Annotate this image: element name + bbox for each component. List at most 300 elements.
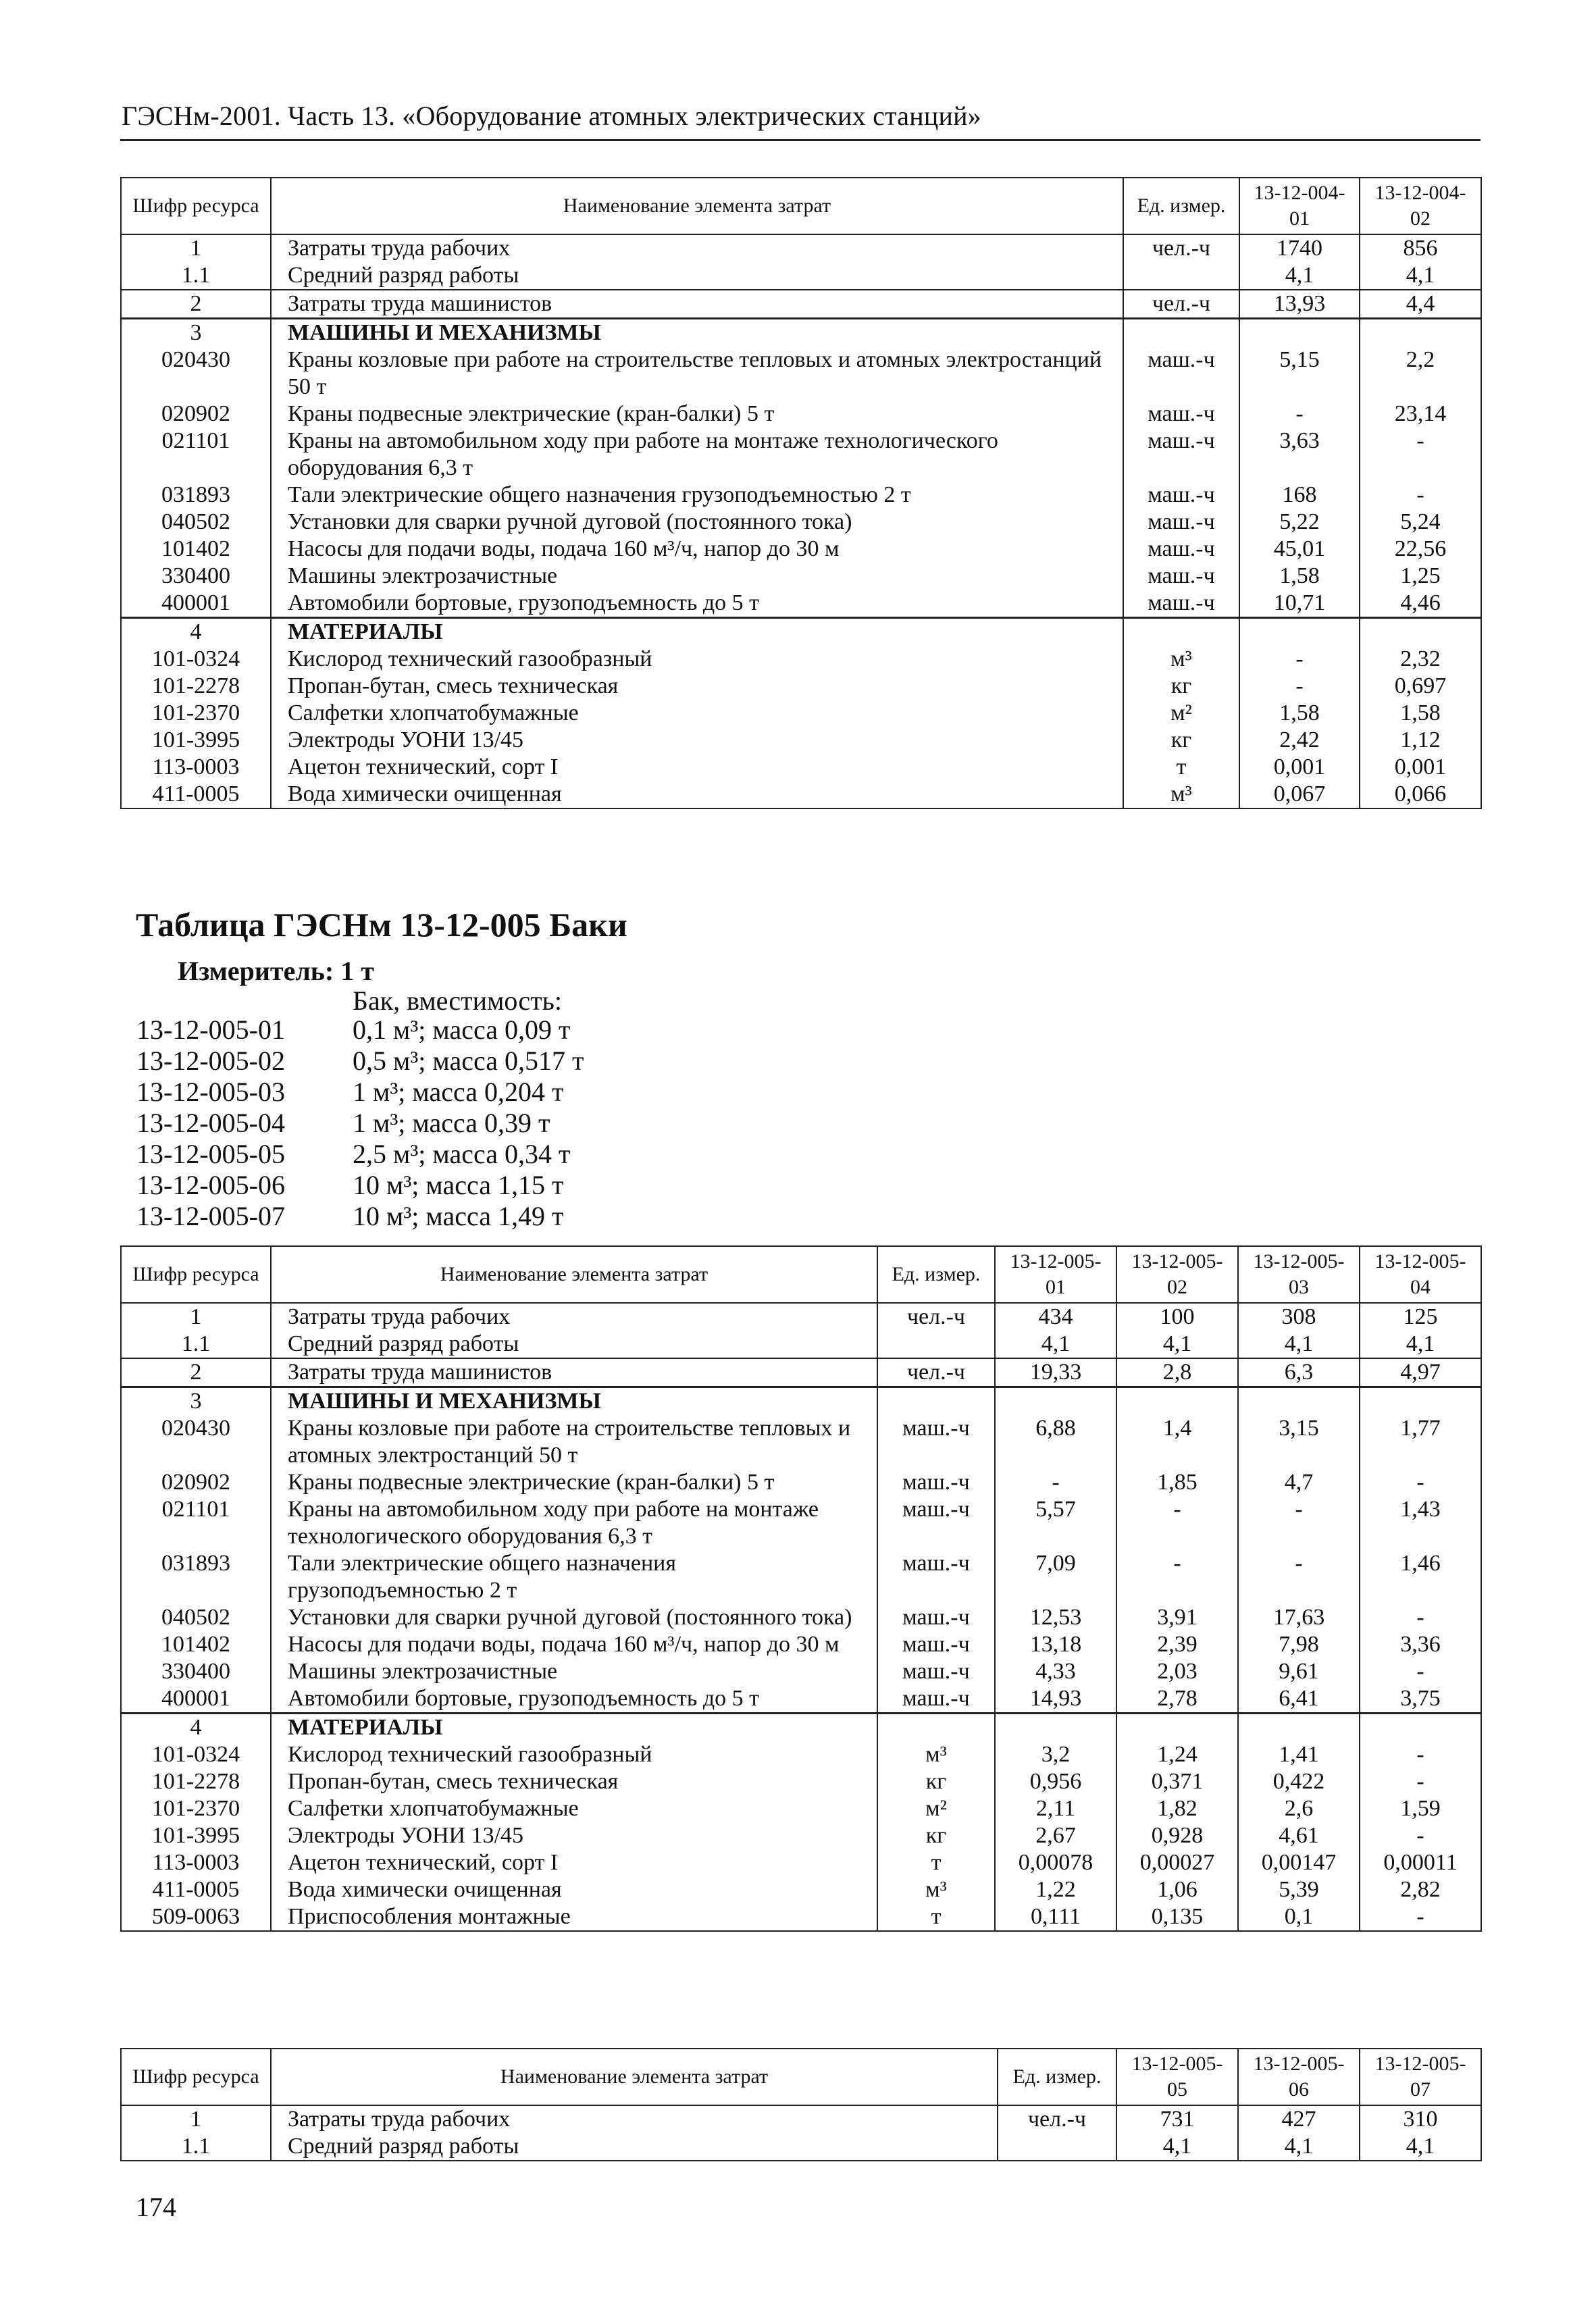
table-row — [121, 262, 1481, 290]
cell-v3: 9,61 — [1238, 1658, 1360, 1685]
column-header-v3: 13-12-005-03 — [1238, 1246, 1360, 1303]
cell-v4: - — [1360, 1903, 1481, 1931]
cell-v2: 2,8 — [1116, 1358, 1238, 1387]
table-header-row — [121, 178, 1481, 234]
cell-name: Установки для сварки ручной дуговой (постоянного тока) — [271, 509, 1123, 536]
cell-v2: 0,066 — [1360, 781, 1481, 808]
cell-v4: 3,36 — [1360, 1631, 1481, 1658]
cell-name: Автомобили бортовые, грузоподъемность до 5 т — [271, 1685, 877, 1714]
variant-code: 13-12-005-03 — [136, 1077, 285, 1107]
cell-unit: маш.-ч — [877, 1550, 995, 1604]
cell-unit: чел.-ч — [877, 1303, 995, 1331]
cell-code: 2 — [121, 290, 271, 319]
cell-v2: 4,46 — [1360, 590, 1481, 618]
variants-heading: Бак, вместимость: — [353, 985, 562, 1016]
cell-v3: 0,1 — [1238, 1903, 1360, 1931]
cell-v2: 0,135 — [1116, 1903, 1238, 1931]
cell-v2: 3,91 — [1116, 1604, 1238, 1631]
table-row — [121, 1387, 1481, 1416]
variant-item — [136, 1170, 584, 1201]
cell-v3 — [1238, 1387, 1360, 1416]
cell-name: Салфетки хлопчатобумажные — [271, 1795, 877, 1822]
cell-v3: 308 — [1238, 1303, 1360, 1331]
cell-unit: т — [1123, 754, 1239, 781]
cell-unit — [877, 1714, 995, 1742]
cell-v1: 1740 — [1239, 234, 1360, 262]
cell-name: Электроды УОНИ 13/45 — [271, 1822, 877, 1849]
table-row — [121, 700, 1481, 727]
cell-v2: 856 — [1360, 234, 1481, 262]
variant-description: 10 м³; масса 1,15 т — [353, 1170, 564, 1200]
cell-v1: 2,42 — [1239, 727, 1360, 754]
cell-name: Затраты труда машинистов — [271, 1358, 877, 1387]
cell-code: 3 — [121, 319, 271, 347]
cell-unit — [1123, 319, 1239, 347]
cell-v3: 4,7 — [1238, 1469, 1360, 1496]
cell-unit: маш.-ч — [877, 1658, 995, 1685]
cell-unit: маш.-ч — [877, 1469, 995, 1496]
cell-v2: 1,85 — [1116, 1469, 1238, 1496]
table-row — [121, 234, 1481, 262]
table-row — [121, 1876, 1481, 1903]
cell-code: 020902 — [121, 1469, 271, 1496]
cell-v3: 17,63 — [1238, 1604, 1360, 1631]
table-row — [121, 482, 1481, 509]
cell-code: 031893 — [121, 482, 271, 509]
cell-v2: 2,2 — [1360, 346, 1481, 401]
cell-v1: 3,63 — [1239, 428, 1360, 482]
column-header-name: Наименование элемента затрат — [271, 178, 1123, 234]
cell-name: Электроды УОНИ 13/45 — [271, 727, 1123, 754]
cell-v1 — [1239, 319, 1360, 347]
cell-unit: чел.-ч — [1123, 290, 1239, 319]
cell-unit — [1123, 262, 1239, 290]
cell-v4: 3,75 — [1360, 1685, 1481, 1714]
table-row — [121, 1303, 1481, 1331]
cell-name: Затраты труда машинистов — [271, 290, 1123, 319]
cell-v2: 0,00027 — [1116, 1849, 1238, 1876]
column-header-v1: 13-12-005-01 — [995, 1246, 1116, 1303]
cell-v2: 1,25 — [1360, 563, 1481, 590]
cell-v4 — [1360, 1714, 1481, 1742]
cell-v2: 22,56 — [1360, 536, 1481, 563]
page-header: ГЭСНм-2001. Часть 13. «Оборудование атомных электрических станций» — [122, 101, 981, 131]
cell-v2: 2,03 — [1116, 1658, 1238, 1685]
cell-v4 — [1360, 1387, 1481, 1416]
cell-code: 400001 — [121, 1685, 271, 1714]
cell-v3: 4,1 — [1238, 1331, 1360, 1358]
cell-unit: кг — [1123, 673, 1239, 700]
cell-v1: 4,33 — [995, 1658, 1116, 1685]
cell-code: 3 — [121, 1387, 271, 1416]
cell-code: 1.1 — [121, 1331, 271, 1358]
cell-v4: 125 — [1360, 1303, 1481, 1331]
table-row — [121, 618, 1481, 646]
table-row — [121, 346, 1481, 401]
table-row — [121, 1849, 1481, 1876]
cell-unit: м³ — [877, 1876, 995, 1903]
variant-item — [136, 1201, 584, 1232]
cell-v1: 7,09 — [995, 1550, 1116, 1604]
cell-v1: 19,33 — [995, 1358, 1116, 1387]
cell-v3: 0,00147 — [1238, 1849, 1360, 1876]
cell-v1: 1,58 — [1239, 700, 1360, 727]
cell-v2: 0,928 — [1116, 1822, 1238, 1849]
cell-name: Краны на автомобильном ходу при работе на монтаже технологического оборудования 6,3 т — [271, 428, 1123, 482]
cell-name: Пропан-бутан, смесь техническая — [271, 673, 1123, 700]
table-row — [121, 1822, 1481, 1849]
cell-v4: - — [1360, 1741, 1481, 1768]
cell-v1: - — [1239, 646, 1360, 673]
cell-name: Кислород технический газообразный — [271, 1741, 877, 1768]
cell-v1: 1,58 — [1239, 563, 1360, 590]
cell-v4: 1,46 — [1360, 1550, 1481, 1604]
table-row — [121, 1631, 1481, 1658]
cell-v2: 0,001 — [1360, 754, 1481, 781]
column-header-code: Шифр ресурса — [121, 2049, 271, 2105]
cell-name: Пропан-бутан, смесь техническая — [271, 1768, 877, 1795]
cell-v2: 2,39 — [1116, 1631, 1238, 1658]
cell-v1: 0,111 — [995, 1903, 1116, 1931]
cell-v2 — [1360, 319, 1481, 347]
cell-name: Средний разряд работы — [271, 262, 1123, 290]
table-row — [121, 781, 1481, 808]
cell-code: 101-3995 — [121, 1822, 271, 1849]
cell-code: 1 — [121, 1303, 271, 1331]
cell-v2: 23,14 — [1360, 401, 1481, 428]
table-row — [121, 1331, 1481, 1358]
cell-v1: 2,67 — [995, 1822, 1116, 1849]
cell-name: Установки для сварки ручной дуговой (постоянного тока) — [271, 1604, 877, 1631]
cell-name: Насосы для подачи воды, подача 160 м³/ч, напор до 30 м — [271, 536, 1123, 563]
cell-code: 2 — [121, 1358, 271, 1387]
table-row — [121, 563, 1481, 590]
column-header-v4: 13-12-005-04 — [1360, 1246, 1481, 1303]
cell-unit: маш.-ч — [877, 1604, 995, 1631]
table-row — [121, 1795, 1481, 1822]
cell-v2: 2,32 — [1360, 646, 1481, 673]
page-number: 174 — [136, 2192, 176, 2222]
cell-v1: 5,22 — [1239, 509, 1360, 536]
cell-v2: 5,24 — [1360, 509, 1481, 536]
cell-v2: 4,1 — [1116, 1331, 1238, 1358]
variant-code: 13-12-005-02 — [136, 1046, 285, 1076]
cell-v2 — [1116, 1387, 1238, 1416]
cell-unit: кг — [877, 1822, 995, 1849]
cell-unit: м² — [877, 1795, 995, 1822]
cell-v4: - — [1360, 1822, 1481, 1849]
cell-name: МАТЕРИАЛЫ — [271, 1714, 877, 1742]
cell-unit: чел.-ч — [877, 1358, 995, 1387]
header-rule — [120, 139, 1481, 141]
cell-v1 — [995, 1714, 1116, 1742]
variant-code: 13-12-005-07 — [136, 1201, 285, 1231]
column-header-name: Наименование элемента затрат — [271, 1246, 877, 1303]
table-row — [121, 1768, 1481, 1795]
cell-v1: 14,93 — [995, 1685, 1116, 1714]
cell-v1: 2,11 — [995, 1795, 1116, 1822]
variants-list — [136, 1014, 584, 1232]
resource-table-005-b — [120, 2048, 1482, 2161]
cell-v4: 4,97 — [1360, 1358, 1481, 1387]
cell-name: Ацетон технический, сорт I — [271, 754, 1123, 781]
cell-code: 101-0324 — [121, 646, 271, 673]
cell-v1: 0,956 — [995, 1768, 1116, 1795]
cell-unit — [877, 1387, 995, 1416]
cell-name: Средний разряд работы — [271, 1331, 877, 1358]
column-header-v2: 13-12-005-06 — [1238, 2049, 1360, 2105]
cell-v4: 1,43 — [1360, 1496, 1481, 1550]
column-header-unit: Ед. измер. — [1123, 178, 1239, 234]
cell-v3: - — [1238, 1550, 1360, 1604]
cell-unit: маш.-ч — [1123, 428, 1239, 482]
cell-unit: т — [877, 1849, 995, 1876]
table-row — [121, 319, 1481, 347]
cell-v2: 1,82 — [1116, 1795, 1238, 1822]
table-caption: Таблица ГЭСНм 13-12-005 Баки — [136, 906, 627, 944]
column-header-v2: 13-12-004-02 — [1360, 178, 1481, 234]
cell-name: Затраты труда рабочих — [271, 1303, 877, 1331]
cell-v2: 4,1 — [1238, 2133, 1360, 2161]
cell-v4: 4,1 — [1360, 1331, 1481, 1358]
cell-unit: т — [877, 1903, 995, 1931]
cell-v4: 0,00011 — [1360, 1849, 1481, 1876]
cell-code: 4 — [121, 618, 271, 646]
table-header-row — [121, 1246, 1481, 1303]
table-row — [121, 1604, 1481, 1631]
cell-name: Насосы для подачи воды, подача 160 м³/ч, напор до 30 м — [271, 1631, 877, 1658]
cell-v1: 3,2 — [995, 1741, 1116, 1768]
cell-v2: - — [1116, 1496, 1238, 1550]
cell-code: 101-2278 — [121, 673, 271, 700]
cell-v1: - — [1239, 673, 1360, 700]
cell-unit: м³ — [877, 1741, 995, 1768]
cell-v3: 2,6 — [1238, 1795, 1360, 1822]
cell-unit: кг — [1123, 727, 1239, 754]
variant-description: 2,5 м³; масса 0,34 т — [353, 1139, 571, 1169]
cell-unit: маш.-ч — [1123, 590, 1239, 618]
cell-v2: 1,58 — [1360, 700, 1481, 727]
cell-v4: 2,82 — [1360, 1876, 1481, 1903]
table-row — [121, 1658, 1481, 1685]
cell-v3: 0,422 — [1238, 1768, 1360, 1795]
cell-v3 — [1238, 1714, 1360, 1742]
cell-code: 509-0063 — [121, 1903, 271, 1931]
table-row — [121, 1685, 1481, 1714]
cell-name: Автомобили бортовые, грузоподъемность до 5 т — [271, 590, 1123, 618]
cell-code: 113-0003 — [121, 754, 271, 781]
cell-v2: 1,4 — [1116, 1415, 1238, 1469]
table-row — [121, 1550, 1481, 1604]
variant-item — [136, 1014, 584, 1046]
variant-description: 0,5 м³; масса 0,517 т — [353, 1046, 584, 1076]
variant-description: 0,1 м³; масса 0,09 т — [353, 1014, 571, 1045]
column-header-code: Шифр ресурса — [121, 1246, 271, 1303]
cell-name: МАТЕРИАЛЫ — [271, 618, 1123, 646]
cell-code: 020430 — [121, 1415, 271, 1469]
cell-code: 4 — [121, 1714, 271, 1742]
table-row — [121, 2133, 1481, 2161]
cell-v2: 0,371 — [1116, 1768, 1238, 1795]
cell-v1: 13,18 — [995, 1631, 1116, 1658]
cell-v1: - — [1239, 401, 1360, 428]
variant-code: 13-12-005-05 — [136, 1139, 285, 1169]
cell-code: 330400 — [121, 563, 271, 590]
cell-unit: маш.-ч — [1123, 401, 1239, 428]
cell-v3: 5,39 — [1238, 1876, 1360, 1903]
column-header-unit: Ед. измер. — [877, 1246, 995, 1303]
cell-name: Машины электрозачистные — [271, 563, 1123, 590]
cell-v1: 1,22 — [995, 1876, 1116, 1903]
table-row — [121, 590, 1481, 618]
cell-v2: 2,78 — [1116, 1685, 1238, 1714]
table-row — [121, 673, 1481, 700]
cell-code: 101-0324 — [121, 1741, 271, 1768]
cell-name: Кислород технический газообразный — [271, 646, 1123, 673]
cell-unit: кг — [877, 1768, 995, 1795]
cell-v1: 731 — [1116, 2105, 1238, 2133]
cell-unit: чел.-ч — [998, 2105, 1116, 2133]
cell-v2: - — [1360, 428, 1481, 482]
cell-v1: 434 — [995, 1303, 1116, 1331]
cell-v2: 4,1 — [1360, 262, 1481, 290]
cell-v1: - — [995, 1469, 1116, 1496]
cell-v1: 4,1 — [1116, 2133, 1238, 2161]
resource-table-005-a — [120, 1245, 1482, 1932]
cell-code: 101-2278 — [121, 1768, 271, 1795]
cell-v1: 5,15 — [1239, 346, 1360, 401]
cell-code: 1 — [121, 234, 271, 262]
meter-label: Измеритель: 1 т — [178, 956, 374, 986]
cell-unit: маш.-ч — [877, 1496, 995, 1550]
variant-item — [136, 1108, 584, 1139]
cell-code: 040502 — [121, 1604, 271, 1631]
cell-unit: маш.-ч — [1123, 509, 1239, 536]
column-header-v1: 13-12-004-01 — [1239, 178, 1360, 234]
cell-v2: 100 — [1116, 1303, 1238, 1331]
cell-v4: - — [1360, 1768, 1481, 1795]
cell-v2: 4,4 — [1360, 290, 1481, 319]
cell-v2 — [1116, 1714, 1238, 1742]
cell-name: Затраты труда рабочих — [271, 2105, 998, 2133]
cell-code: 101-3995 — [121, 727, 271, 754]
cell-v3: 3,15 — [1238, 1415, 1360, 1469]
cell-name: МАШИНЫ И МЕХАНИЗМЫ — [271, 319, 1123, 347]
cell-v1: 4,1 — [1239, 262, 1360, 290]
cell-v3: 6,3 — [1238, 1358, 1360, 1387]
cell-v1 — [1239, 618, 1360, 646]
cell-unit: маш.-ч — [1123, 482, 1239, 509]
cell-v2: 1,12 — [1360, 727, 1481, 754]
cell-code: 101402 — [121, 1631, 271, 1658]
cell-name: Салфетки хлопчатобумажные — [271, 700, 1123, 727]
table-row — [121, 536, 1481, 563]
cell-v2: 0,697 — [1360, 673, 1481, 700]
cell-v4: - — [1360, 1604, 1481, 1631]
table-row — [121, 2105, 1481, 2133]
cell-unit: маш.-ч — [1123, 346, 1239, 401]
cell-unit: маш.-ч — [877, 1685, 995, 1714]
resource-table-004 — [120, 177, 1482, 809]
cell-v3: - — [1238, 1496, 1360, 1550]
cell-v1: 168 — [1239, 482, 1360, 509]
cell-v2: 1,06 — [1116, 1876, 1238, 1903]
table-row — [121, 646, 1481, 673]
cell-v1: 5,57 — [995, 1496, 1116, 1550]
cell-name: Тали электрические общего назначения грузоподъемностью 2 т — [271, 482, 1123, 509]
cell-unit: маш.-ч — [1123, 536, 1239, 563]
cell-unit: маш.-ч — [1123, 563, 1239, 590]
variant-code: 13-12-005-04 — [136, 1108, 285, 1138]
table-row — [121, 727, 1481, 754]
cell-v1: 6,88 — [995, 1415, 1116, 1469]
cell-v1: 0,001 — [1239, 754, 1360, 781]
cell-name: Вода химически очищенная — [271, 1876, 877, 1903]
cell-name: Краны на автомобильном ходу при работе на монтаже технологического оборудования 6,3 т — [271, 1496, 877, 1550]
cell-v3: 1,41 — [1238, 1741, 1360, 1768]
cell-code: 400001 — [121, 590, 271, 618]
table-header-row — [121, 2049, 1481, 2105]
cell-name: Ацетон технический, сорт I — [271, 1849, 877, 1876]
cell-v4: 1,77 — [1360, 1415, 1481, 1469]
cell-v3: 4,61 — [1238, 1822, 1360, 1849]
cell-v2: 1,24 — [1116, 1741, 1238, 1768]
cell-name: Краны подвесные электрические (кран-балки) 5 т — [271, 1469, 877, 1496]
cell-name: Краны подвесные электрические (кран-балки) 5 т — [271, 401, 1123, 428]
table-row — [121, 1741, 1481, 1768]
table-row — [121, 1496, 1481, 1550]
variant-code: 13-12-005-01 — [136, 1014, 285, 1045]
cell-v3: 310 — [1360, 2105, 1481, 2133]
cell-v1 — [995, 1387, 1116, 1416]
cell-name: Машины электрозачистные — [271, 1658, 877, 1685]
cell-unit — [1123, 618, 1239, 646]
cell-name: Краны козловые при работе на строительстве тепловых и атомных электростанций 50 т — [271, 346, 1123, 401]
cell-name: Средний разряд работы — [271, 2133, 998, 2161]
cell-code: 1.1 — [121, 262, 271, 290]
cell-code: 021101 — [121, 428, 271, 482]
column-header-code: Шифр ресурса — [121, 178, 271, 234]
cell-unit: маш.-ч — [877, 1631, 995, 1658]
variant-description: 1 м³; масса 0,204 т — [353, 1077, 564, 1107]
cell-v3: 4,1 — [1360, 2133, 1481, 2161]
cell-v1: 0,067 — [1239, 781, 1360, 808]
table-row — [121, 754, 1481, 781]
cell-unit: м³ — [1123, 781, 1239, 808]
cell-v3: 6,41 — [1238, 1685, 1360, 1714]
column-header-v3: 13-12-005-07 — [1360, 2049, 1481, 2105]
variant-description: 1 м³; масса 0,39 т — [353, 1108, 550, 1138]
cell-v4: - — [1360, 1658, 1481, 1685]
cell-v4: 1,59 — [1360, 1795, 1481, 1822]
cell-v1: 12,53 — [995, 1604, 1116, 1631]
table-row — [121, 509, 1481, 536]
cell-v1: 10,71 — [1239, 590, 1360, 618]
variant-item — [136, 1139, 584, 1170]
cell-unit: маш.-ч — [877, 1415, 995, 1469]
cell-unit — [998, 2133, 1116, 2161]
cell-name: Краны козловые при работе на строительстве тепловых и атомных электростанций 50 т — [271, 1415, 877, 1469]
variant-code: 13-12-005-06 — [136, 1170, 285, 1200]
cell-v4: - — [1360, 1469, 1481, 1496]
cell-v2 — [1360, 618, 1481, 646]
column-header-v1: 13-12-005-05 — [1116, 2049, 1238, 2105]
cell-v1: 4,1 — [995, 1331, 1116, 1358]
table-row — [121, 1469, 1481, 1496]
cell-code: 113-0003 — [121, 1849, 271, 1876]
column-header-name: Наименование элемента затрат — [271, 2049, 998, 2105]
cell-v1: 0,00078 — [995, 1849, 1116, 1876]
